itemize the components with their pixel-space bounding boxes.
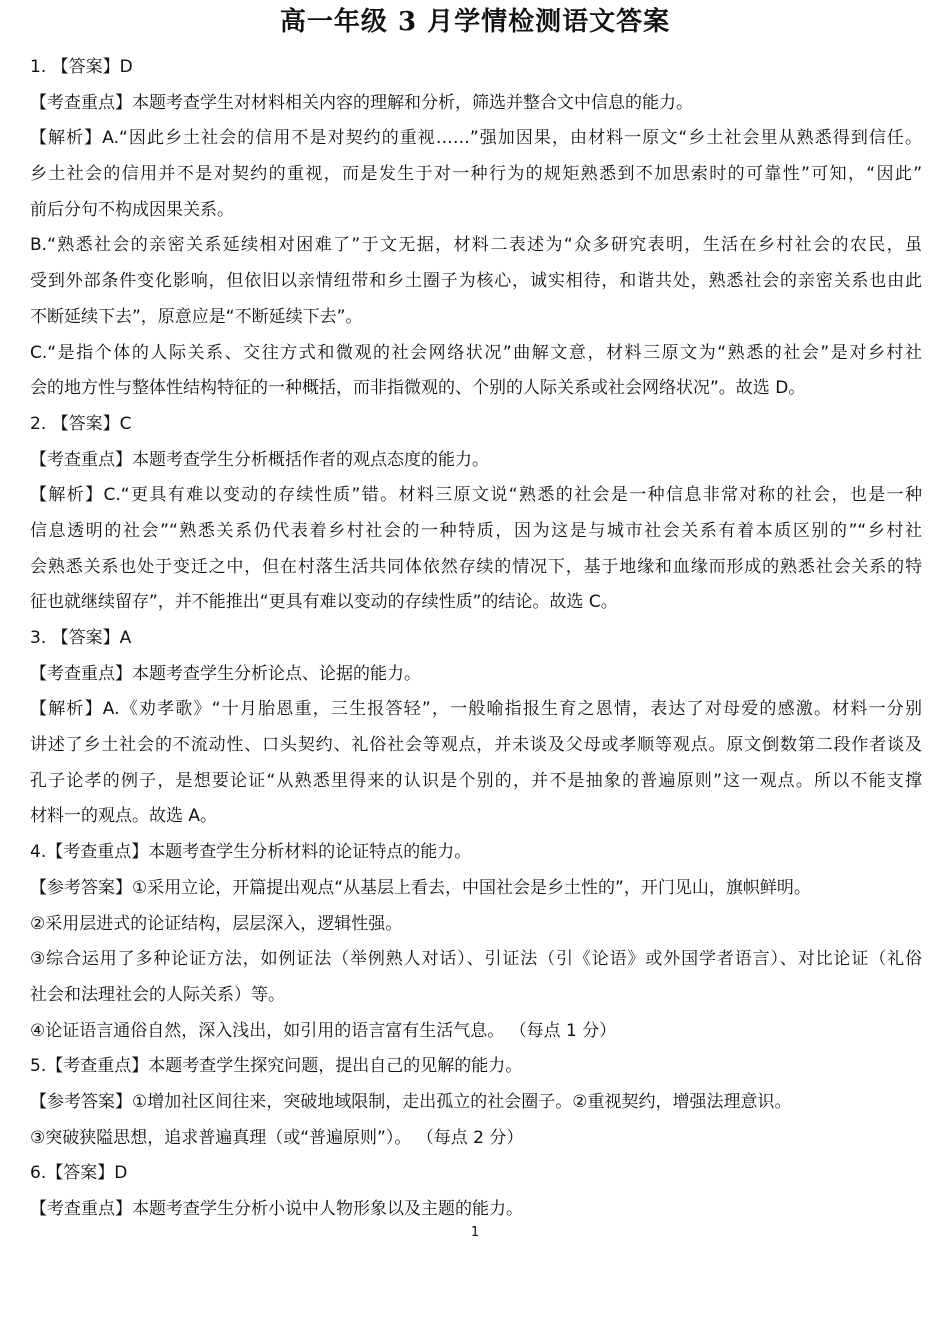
page-title: 高一年级 3 月学情检测语文答案 [279,7,671,37]
q1-focus: 【考查重点】本题考查学生对材料相关内容的理解和分析，筛选并整合文中信息的能力。 [30,92,693,113]
q1-analysis-line: 不断延续下去”，原意应是“不断延续下去”。 [30,306,363,327]
q4-point: ②采用层进式的论证结构，层层深入，逻辑性强。 [30,913,403,934]
q3-answer: 3. 【答案】A [30,628,132,648]
q1-analysis-line: C.“是指个体的人际关系、交往方式和微观的社会网络状况”曲解文意，材料三原文为“熟悉的社会”是对乡村社 [30,342,922,363]
q3-analysis-line: 【解析】A.《劝孝歌》“十月胎恩重，三生报答轻”，一般喻指报生育之恩情，表达了对母爱的感激。材料一分别 [30,699,922,720]
q1-analysis-line: 【解析】A.“因此乡土社会的信用不是对契约的重视……”强加因果，由材料一原文“乡土社会里从熟悉得到信任。 [30,128,922,149]
page-number: 1 [470,1225,480,1240]
q4-point: 社会和法理社会的人际关系）等。 [30,984,285,1005]
q3-analysis-line: 孔子论孝的例子，是想要论证“从熟悉里得来的认识是个别的，并不是抽象的普遍原则”这一观点。所以不能支撑 [30,770,922,791]
q2-answer: 2. 【答案】C [30,413,132,434]
q5-focus: 5.【考查重点】本题考查学生探究问题，提出自己的见解的能力。 [30,1056,523,1077]
q6-focus: 【考查重点】本题考查学生分析小说中人物形象以及主题的能力。 [30,1199,523,1219]
q1-analysis-line: 乡土社会的信用并不是对契约的重视，而是发生于对一种行为的规矩熟悉到不加思索时的可靠性”可知，“因此” [30,164,922,185]
q2-analysis-line: 征也就继续留存”，并不能推出“更具有难以变动的存续性质”的结论。故选 C。 [30,592,618,613]
q1-analysis-line: 前后分句不构成因果关系。 [30,199,234,220]
q2-analysis-line: 【解析】C.“更具有难以变动的存续性质”错。材料三原文说“熟悉的社会是一种信息非常对称的社会，也是一种 [30,485,922,506]
q3-analysis-line: 讲述了乡土社会的不流动性、口头契约、礼俗社会等观点，并未谈及父母或孝顺等观点。原文倒数第二段作者谈及 [30,735,922,756]
q4-reference-answer: 【参考答案】①采用立论，开篇提出观点“从基层上看去，中国社会是乡土性的”，开门见山，旗帜鲜明。 [30,877,811,898]
q5-point: ③突破狭隘思想，追求普遍真理（或“普遍原则”）。 （每点 2 分） [30,1127,524,1148]
q4-point: ③综合运用了多种论证方法，如例证法（举例熟人对话）、引证法（引《论语》或外国学者语言）、对比论证（礼俗 [30,949,922,970]
q5-reference-answer: 【参考答案】①增加社区间往来，突破地域限制，走出孤立的社会圈子。②重视契约，增强法理意识。 [30,1091,792,1112]
q2-analysis-line: 会熟悉关系也处于变迁之中，但在村落生活共同体依然存续的情况下，基于地缘和血缘而形成的熟悉社会关系的特 [30,556,922,577]
q1-answer: 1. 【答案】D [30,57,133,77]
answer-body [30,50,922,1228]
q4-point: ④论证语言通俗自然，深入浅出，如引用的语言富有生活气息。 （每点 1 分） [30,1020,617,1041]
q4-focus: 4.【考查重点】本题考查学生分析材料的论证特点的能力。 [30,842,472,863]
q3-analysis-line: 材料一的观点。故选 A。 [30,806,218,827]
q1-analysis-line: B.“熟悉社会的亲密关系延续相对困难了”于文无据，材料二表述为“众多研究表明，生活在乡村社会的农民，虽 [30,235,922,256]
q1-analysis-line: 会的地方性与整体性结构特征的一种概括，而非指微观的、个别的人际关系或社会网络状况”。故选 D。 [30,378,806,399]
q1-analysis-line: 受到外部条件变化影响，但依旧以亲情纽带和乡土圈子为核心，诚实相待，和谐共处，熟悉社会的亲密关系也由此 [30,271,922,292]
q6-answer: 6.【答案】D [30,1163,128,1184]
q2-analysis-line: 信息透明的社会”“熟悉关系仍代表着乡村社会的一种特质，因为这是与城市社会关系有着本质区别的”“乡村社 [30,520,922,541]
q3-focus: 【考查重点】本题考查学生分析论点、论据的能力。 [30,663,421,684]
q2-focus: 【考查重点】本题考查学生分析概括作者的观点态度的能力。 [30,449,489,470]
